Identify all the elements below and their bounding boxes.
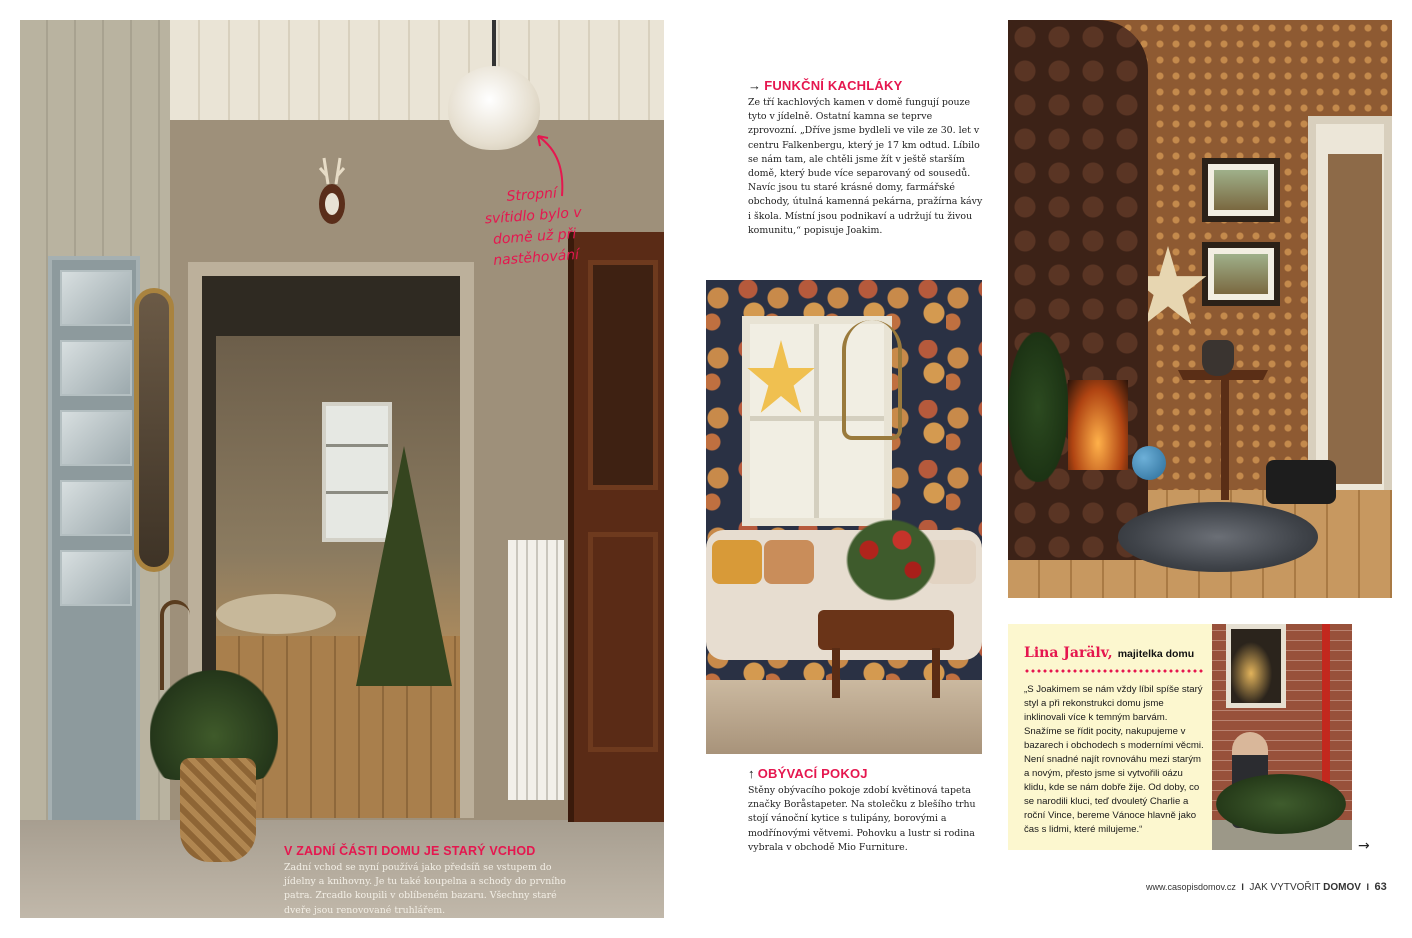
flower-bouquet — [836, 510, 946, 610]
hallway-photo — [20, 20, 664, 918]
brown-door — [568, 232, 664, 822]
lit-window — [1226, 624, 1286, 708]
hall-caption-body: Zadní vchod se nyní používá jako předsíň se vstupem do jídelny a knihovny. Je tu také koupelna a schody do prvního patra. Zrcadlo koupili v oblíbeném bazaru. Všechny staré dveře jsou renovované truhlářem. — [284, 862, 566, 916]
kachlaky-heading-text: FUNKČNÍ KACHLÁKY — [764, 78, 903, 93]
folio-url: www.casopisdomov.cz — [1146, 882, 1236, 892]
quote-header — [1024, 642, 1204, 661]
owner-portrait-photo — [1212, 624, 1352, 850]
clay-pot — [1202, 340, 1234, 376]
folio-separator: I — [1241, 882, 1244, 892]
quote-author-name: Lina Jarälv, — [1024, 645, 1113, 661]
folio-section-name: DOMOV — [1323, 882, 1361, 893]
table-legs — [832, 648, 940, 698]
side-table — [1178, 370, 1268, 500]
ceiling-lamp — [448, 66, 540, 150]
next-page-arrow-icon: → — [1358, 838, 1370, 854]
quote-text: „S Joakimem se nám vždy líbil spíše starý styl a při rekonstrukci domu jsme inklinovali více k temným barvám. Snažíme se řídit pocity, nakupujeme v bazarech i obchodech s moderními věcmi. Není snadné najít rovnováhu mezi starým a novým, přesto jsme si vytvořili oázu klidu, kde se nám dobře žije. Od doby, co se narodili kluci, teď dvouletý Charlie a roční Vince, bereme Vánoce hlavně jako čas s lidmi, které milujeme.“ — [1024, 684, 1204, 835]
sheepskin-rug — [1118, 502, 1318, 572]
left-page — [0, 0, 690, 938]
typewriter — [1266, 460, 1336, 504]
framed-picture — [1202, 158, 1280, 222]
lamp-note: Stropní svítidlo bylo v domě už při nastěhování — [484, 185, 583, 269]
hall-caption-heading: V ZADNÍ ČÁSTI DOMU JE STARÝ VCHOD — [284, 844, 536, 858]
page-folio — [1146, 881, 1387, 893]
fir-tree — [1008, 332, 1068, 482]
obyvaci-article — [748, 766, 984, 855]
door-panel — [588, 532, 658, 752]
up-arrow-icon: ↑ — [748, 766, 755, 781]
hall-caption — [284, 844, 584, 918]
pillow — [764, 540, 814, 584]
living-room-photo — [706, 280, 982, 754]
framed-picture — [1202, 242, 1280, 306]
quote-content — [1024, 642, 1204, 837]
page-number: 63 — [1374, 881, 1387, 893]
chandelier — [842, 320, 902, 440]
tiled-stove-photo — [1008, 20, 1392, 598]
obyvaci-heading — [748, 766, 984, 781]
kachlaky-article — [748, 78, 984, 238]
folio-separator: I — [1366, 882, 1369, 892]
coffee-table — [818, 610, 954, 650]
kachlaky-heading — [748, 78, 984, 93]
quote-author-role: majitelka domu — [1117, 648, 1195, 660]
folio-section-prefix: JAK VYTVOŘIT — [1249, 882, 1321, 893]
dotted-divider — [1024, 669, 1204, 673]
wicker-basket — [180, 758, 256, 862]
obyvaci-heading-text: OBÝVACÍ POKOJ — [757, 766, 868, 781]
pillow — [712, 540, 762, 584]
lamp-rod — [492, 20, 496, 70]
folio-section — [1249, 882, 1361, 893]
obyvaci-body: Stěny obývacího pokoje zdobí květinová tapeta značky Boråstapeter. Na stolečku z blešího trhu stojí vánoční kytice s tulipány, borovými a modřínovými větvemi. Pohovku a lustr si rodina vybrala v obchodě Mio Furniture. — [748, 785, 976, 853]
antlers-icon — [314, 154, 350, 240]
globe-icon — [1132, 446, 1166, 480]
fir-bundle — [1216, 774, 1346, 834]
radiator — [508, 540, 564, 800]
next-room-view — [1328, 154, 1382, 484]
dining-table — [216, 594, 336, 634]
stove-fire — [1068, 380, 1128, 470]
gilded-mirror — [134, 288, 174, 572]
kachlaky-body: Ze tří kachlových kamen v domě fungují pouze tyto v jídelně. Ostatní kamna se teprve zprovozní. „Dříve jsme bydleli ve vile ze 30. let v centru Falkenbergu, který je 17 km odtud. Líbilo se nám tam, ale chtěli jsme žít v ještě starším domě, který bude více separovaný od sousedů. Navíc jsou tu staré krásné domy, farmářské obchody, útulná kamenná pekárna, pražírna kávy i škola. Místní jsou podnikaví a udržují tu živou komunitu,“ popisuje Joakim. — [748, 97, 983, 236]
door-window — [588, 260, 658, 490]
christmas-tree — [356, 446, 452, 686]
right-arrow-icon: → — [748, 78, 762, 93]
glazed-side-door — [48, 256, 140, 918]
